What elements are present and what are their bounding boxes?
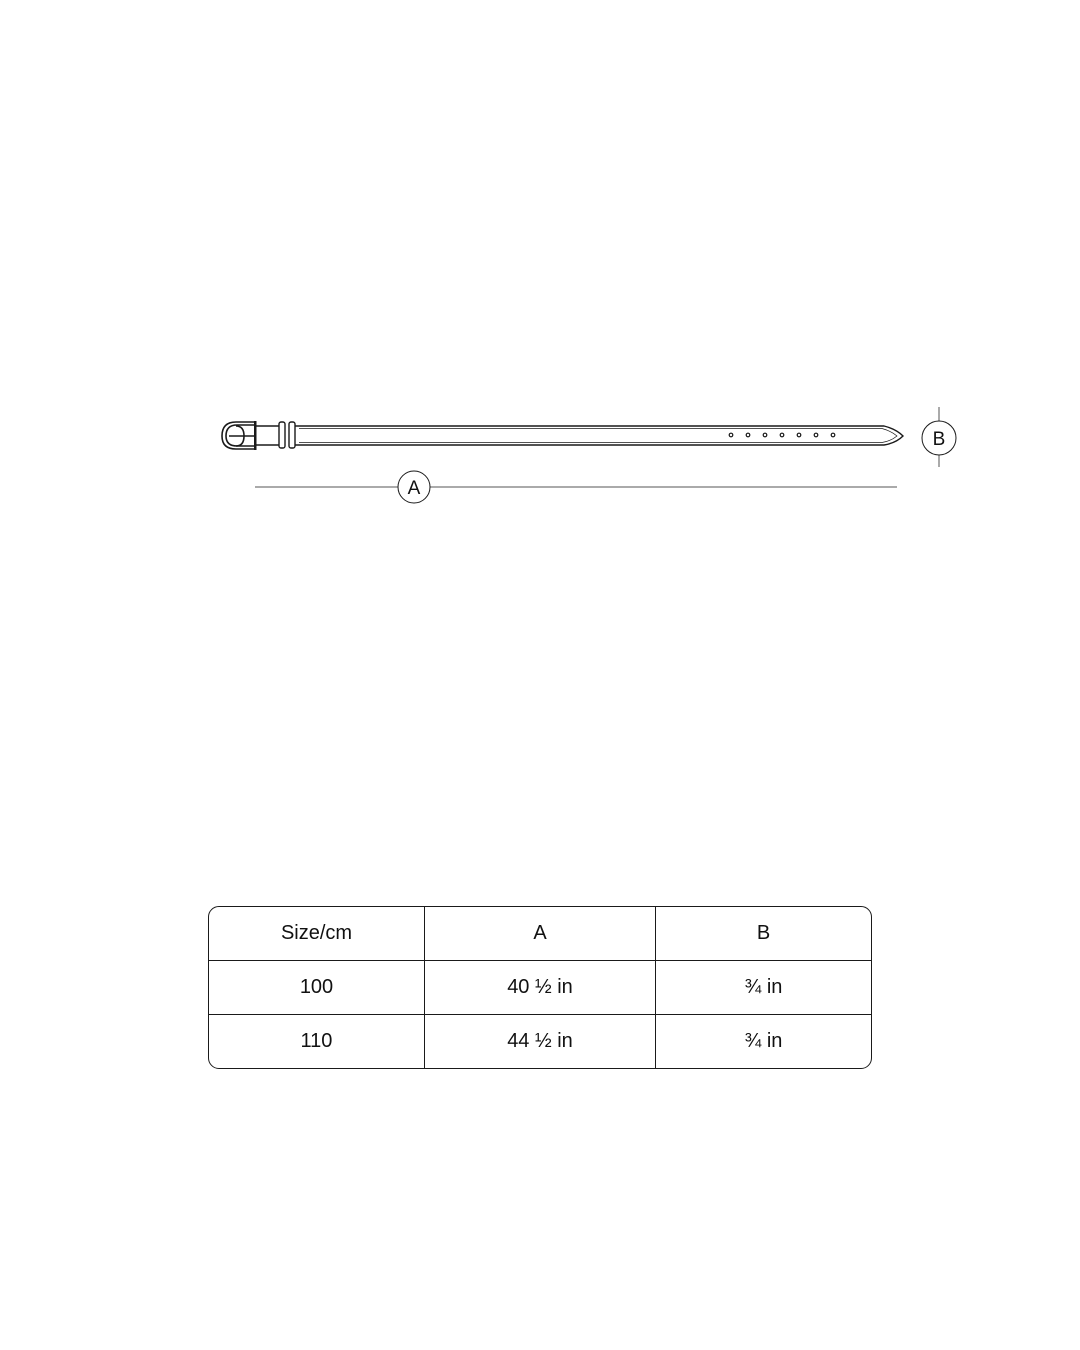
belt-strap: [256, 426, 903, 445]
table-header-row: [209, 907, 871, 961]
belt-holes: [729, 433, 835, 437]
dimension-a-label: A: [407, 478, 421, 499]
header-size: Size/cm: [209, 907, 425, 961]
dimension-b-label: B: [932, 429, 946, 450]
cell-b: ¾ in: [744, 1030, 783, 1052]
cell-size: 100: [209, 961, 425, 1015]
cell-size: 110: [209, 1015, 425, 1068]
belt-diagram: [0, 0, 1080, 560]
buckle: [222, 421, 257, 450]
dimension-a: [255, 471, 897, 503]
header-a: A: [425, 907, 656, 961]
dimension-b: [922, 407, 956, 467]
table-row: [209, 1015, 871, 1068]
table-row: [209, 961, 871, 1015]
cell-a: 44 ½ in: [425, 1015, 656, 1068]
header-b: B: [656, 907, 871, 961]
size-table: [208, 906, 872, 1069]
cell-a: 40 ½ in: [425, 961, 656, 1015]
cell-b: ¾ in: [656, 961, 871, 1015]
belt-keepers: [279, 422, 295, 448]
